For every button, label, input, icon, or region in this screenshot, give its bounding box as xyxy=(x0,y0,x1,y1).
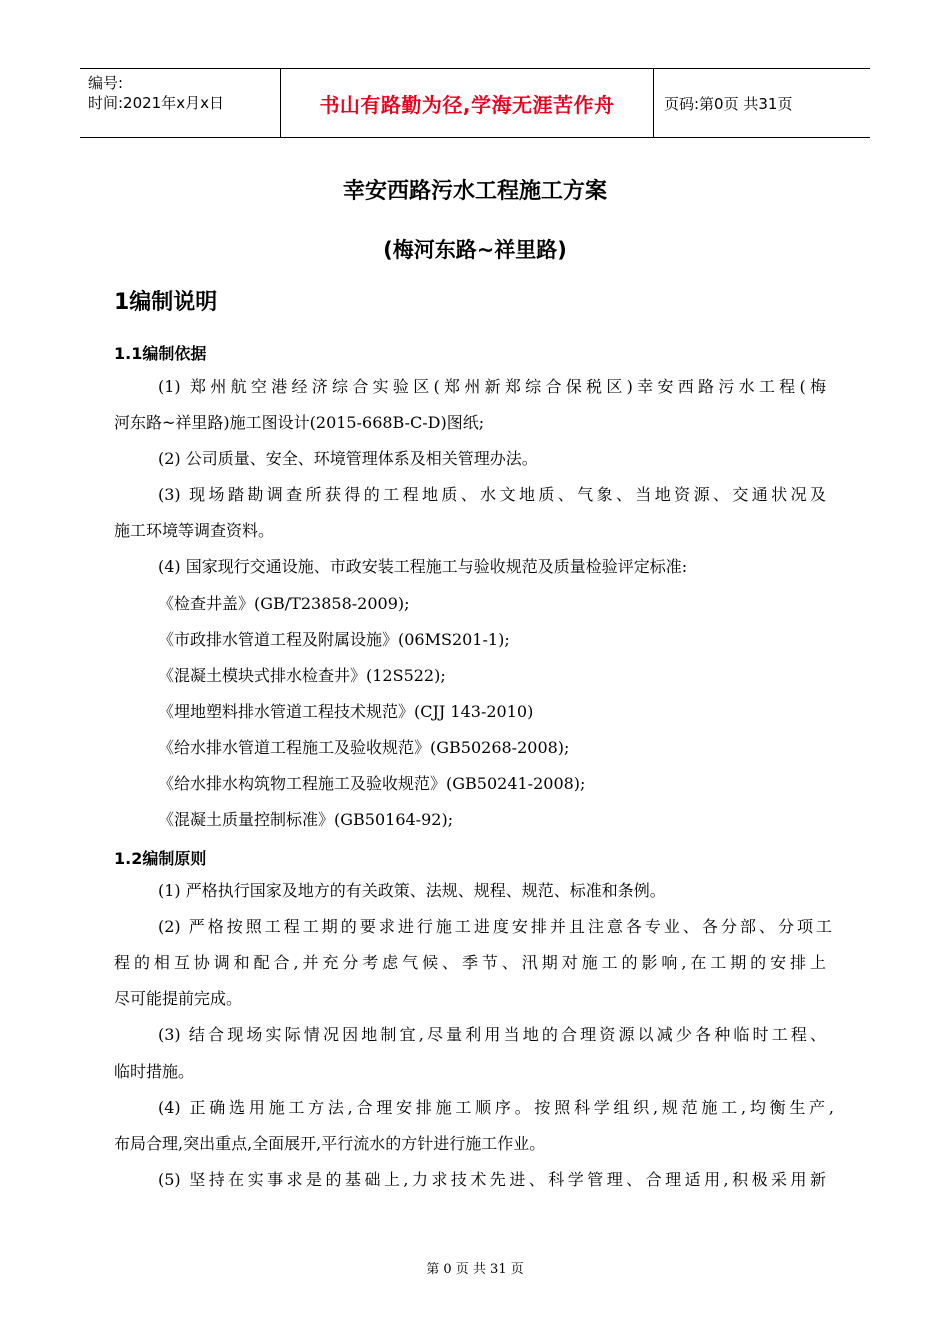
page-footer: 第 0 页 共 31 页 xyxy=(426,1262,524,1277)
standard-reference: 《市政排水管道工程及附属设施》(06MS201-1); xyxy=(158,630,510,649)
document-number-label: 编号: xyxy=(88,74,124,92)
standard-reference: 《给水排水管道工程施工及验收规范》(GB50268-2008); xyxy=(158,738,570,757)
paragraph-line: (5) 坚持在实事求是的基础上,力求技术先进、科学管理、合理适用,积极采用新 xyxy=(158,1170,826,1189)
header-motto-cell xyxy=(280,69,654,137)
standard-reference: 《埋地塑料排水管道工程技术规范》(CJJ 143-2010) xyxy=(158,702,534,721)
document-title: 幸安西路污水工程施工方案 xyxy=(342,179,607,204)
paragraph-line: 布局合理,突出重点,全面展开,平行流水的方针进行施工作业。 xyxy=(114,1134,546,1153)
paragraph-line: 河东路~祥里路)施工图设计(2015-668B-C-D)图纸; xyxy=(114,413,485,432)
paragraph-line: (1) 郑州航空港经济综合实验区(郑州新郑综合保税区)幸安西路污水工程(梅 xyxy=(158,377,826,396)
paragraph-line: (4) 国家现行交通设施、市政安装工程施工与验收规范及质量检验评定标准: xyxy=(158,557,688,576)
paragraph-line: 尽可能提前完成。 xyxy=(114,989,243,1008)
paragraph-line: (4) 正确选用施工方法,合理安排施工顺序。按照科学组织,规范施工,均衡生产, xyxy=(158,1098,834,1117)
paragraph-line: 施工环境等调查资料。 xyxy=(114,521,275,540)
standard-reference: 《给水排水构筑物工程施工及验收规范》(GB50241-2008); xyxy=(158,774,586,793)
paragraph-line: 临时措施。 xyxy=(114,1062,195,1081)
paragraph-line: (2) 严格按照工程工期的要求进行施工进度安排并且注意各专业、各分部、分项工 xyxy=(158,917,832,936)
section-heading: 1编制说明 xyxy=(114,290,218,315)
standard-reference: 《检查井盖》(GB/T23858-2009); xyxy=(158,594,410,613)
subsection-heading-basis: 1.1编制依据 xyxy=(114,344,207,363)
document-date: 时间:2021年x月x日 xyxy=(88,94,224,112)
paragraph-line: (2) 公司质量、安全、环境管理体系及相关管理办法。 xyxy=(158,449,538,468)
document-subtitle: (梅河东路~祥里路) xyxy=(383,238,567,262)
header-motto: 书山有路勤为径,学海无涯苦作舟 xyxy=(319,92,615,117)
header-page-info: 页码:第0页 共31页 xyxy=(664,94,793,113)
paragraph-line: 程的相互协调和配合,并充分考虑气候、季节、汛期对施工的影响,在工期的安排上 xyxy=(114,953,826,972)
subsection-heading-principles: 1.2编制原则 xyxy=(114,849,207,868)
standard-reference: 《混凝土质量控制标准》(GB50164-92); xyxy=(158,810,454,829)
paragraph-line: (3) 现场踏勘调查所获得的工程地质、水文地质、气象、当地资源、交通状况及 xyxy=(158,485,826,504)
paragraph-line: (3) 结合现场实际情况因地制宜,尽量利用当地的合理资源以减少各种临时工程、 xyxy=(158,1025,826,1044)
standard-reference: 《混凝土模块式排水检查井》(12S522); xyxy=(158,666,446,685)
header-meta xyxy=(80,69,280,137)
document-header xyxy=(80,68,870,138)
paragraph-line: (1) 严格执行国家及地方的有关政策、法规、规程、规范、标准和条例。 xyxy=(158,881,666,900)
